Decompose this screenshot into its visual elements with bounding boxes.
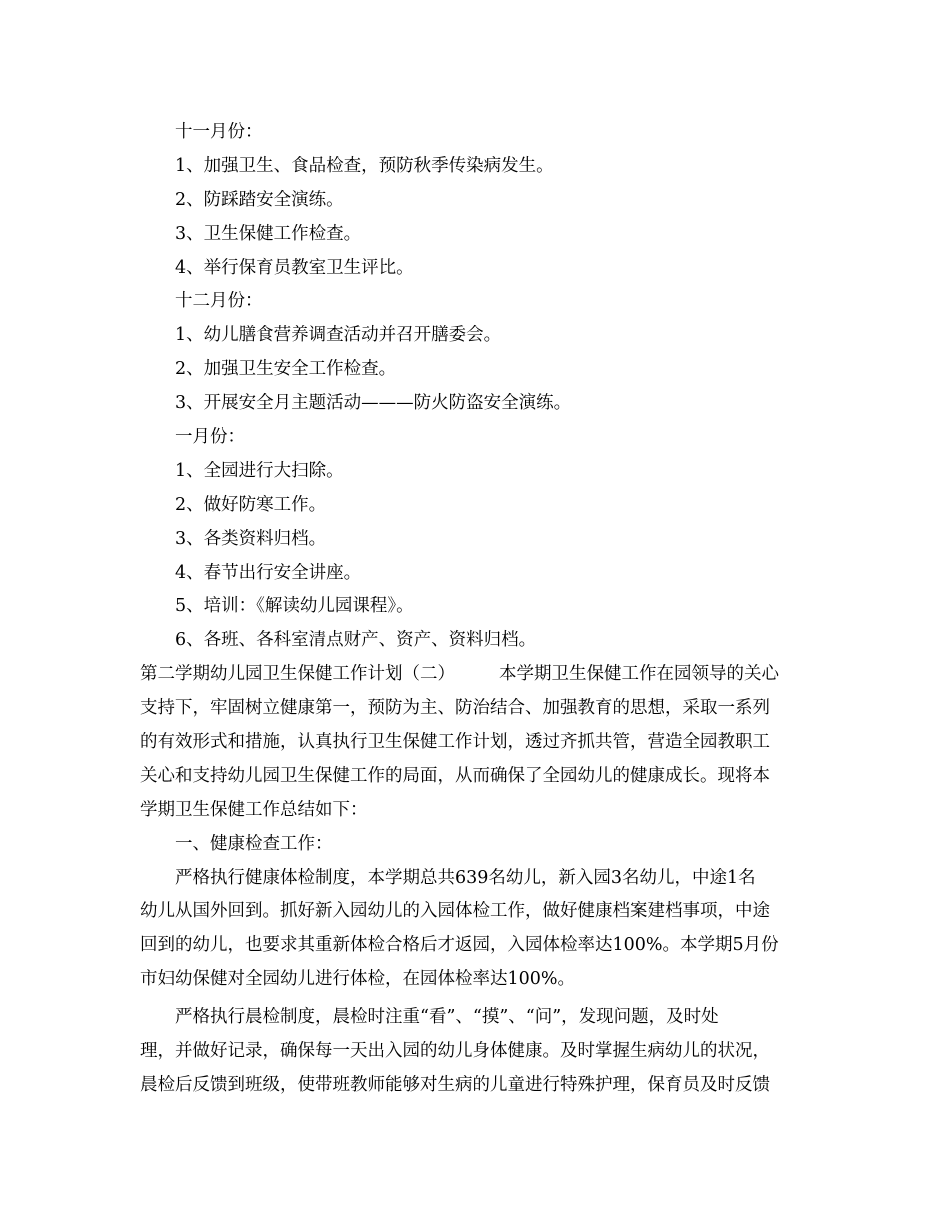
para1-line-1: 严格执行健康体检制度，本学期总共639名幼儿，新入园3名幼儿，中途1名 (175, 867, 756, 888)
health-check-paragraph-2 (140, 1001, 815, 1103)
para2-line-1: 严格执行晨检制度，晨检时注重“看”、“摸”、“问”，发现问题，及时处 (175, 1007, 719, 1028)
para2-line-3: 晨检后反馈到班级，使带班教师能够对生病的儿童进行特殊护理，保育员及时反馈 (140, 1074, 770, 1095)
january-heading: 一月份： (175, 427, 245, 448)
para1-line-4: 市妇幼保健对全园幼儿进行体检，在园体检率达100%。 (140, 969, 576, 990)
january-item-4: 4、春节出行安全讲座。 (175, 562, 362, 583)
para1-line-3: 回到的幼儿，也要求其重新体检合格后才返园，入园体检率达100%。本学期5月份 (140, 935, 779, 956)
november-item-2: 2、防踩踏安全演练。 (175, 189, 344, 210)
plan-two-intro-line-2: 支持下，牢固树立健康第一，预防为主、防治结合、加强教育的思想，采取一系列 (140, 698, 770, 719)
january-item-5: 5、培训：《解读幼儿园课程》。 (175, 596, 414, 617)
december-heading: 十二月份： (175, 291, 263, 312)
december-item-2: 2、加强卫生安全工作检查。 (175, 359, 397, 380)
para1-line-2: 幼儿从国外回到。抓好新入园幼儿的入园体检工作，做好健康档案建档事项，中途 (140, 901, 770, 922)
plan-two-intro-line-5: 学期卫生保健工作总结如下： (140, 799, 368, 820)
january-item-6: 6、各班、各科室清点财产、资产、资料归档。 (175, 630, 537, 651)
december-item-1: 1、幼儿膳食营养调查活动并召开膳委会。 (175, 325, 502, 346)
plan-two-intro-line-3: 的有效形式和措施，认真执行卫生保健工作计划，透过齐抓共管，营造全园教职工 (140, 732, 770, 753)
november-heading: 十一月份： (175, 122, 263, 142)
november-item-4: 4、举行保育员教室卫生评比。 (175, 257, 414, 278)
plan-two-title-line (140, 658, 815, 692)
january-item-3: 3、各类资料归档。 (175, 528, 327, 549)
section-1-heading: 一、健康检查工作： (175, 833, 333, 854)
plan-two-intro-paragraph (140, 658, 815, 827)
health-check-paragraph-1 (140, 862, 815, 998)
plan-two-title: 第二学期幼儿园卫生保健工作计划（二） (140, 664, 455, 685)
para2-line-2: 理，并做好记录，确保每一天出入园的幼儿身体健康。及时掌握生病幼儿的状况， (140, 1041, 770, 1062)
january-item-1: 1、全园进行大扫除。 (175, 460, 344, 481)
document-page (140, 116, 815, 1103)
plan-two-intro-line-4: 关心和支持幼儿园卫生保健工作的局面，从而确保了全园幼儿的健康成长。现将本 (140, 765, 770, 786)
january-item-2: 2、做好防寒工作。 (175, 494, 327, 515)
plan-two-intro-line-1: 本学期卫生保健工作在园领导的关心 (499, 664, 779, 685)
november-item-1: 1、加强卫生、食品检查，预防秋季传染病发生。 (175, 155, 554, 176)
november-item-3: 3、卫生保健工作检查。 (175, 223, 362, 244)
december-item-3: 3、开展安全月主题活动———防火防盗安全演练。 (175, 393, 572, 414)
